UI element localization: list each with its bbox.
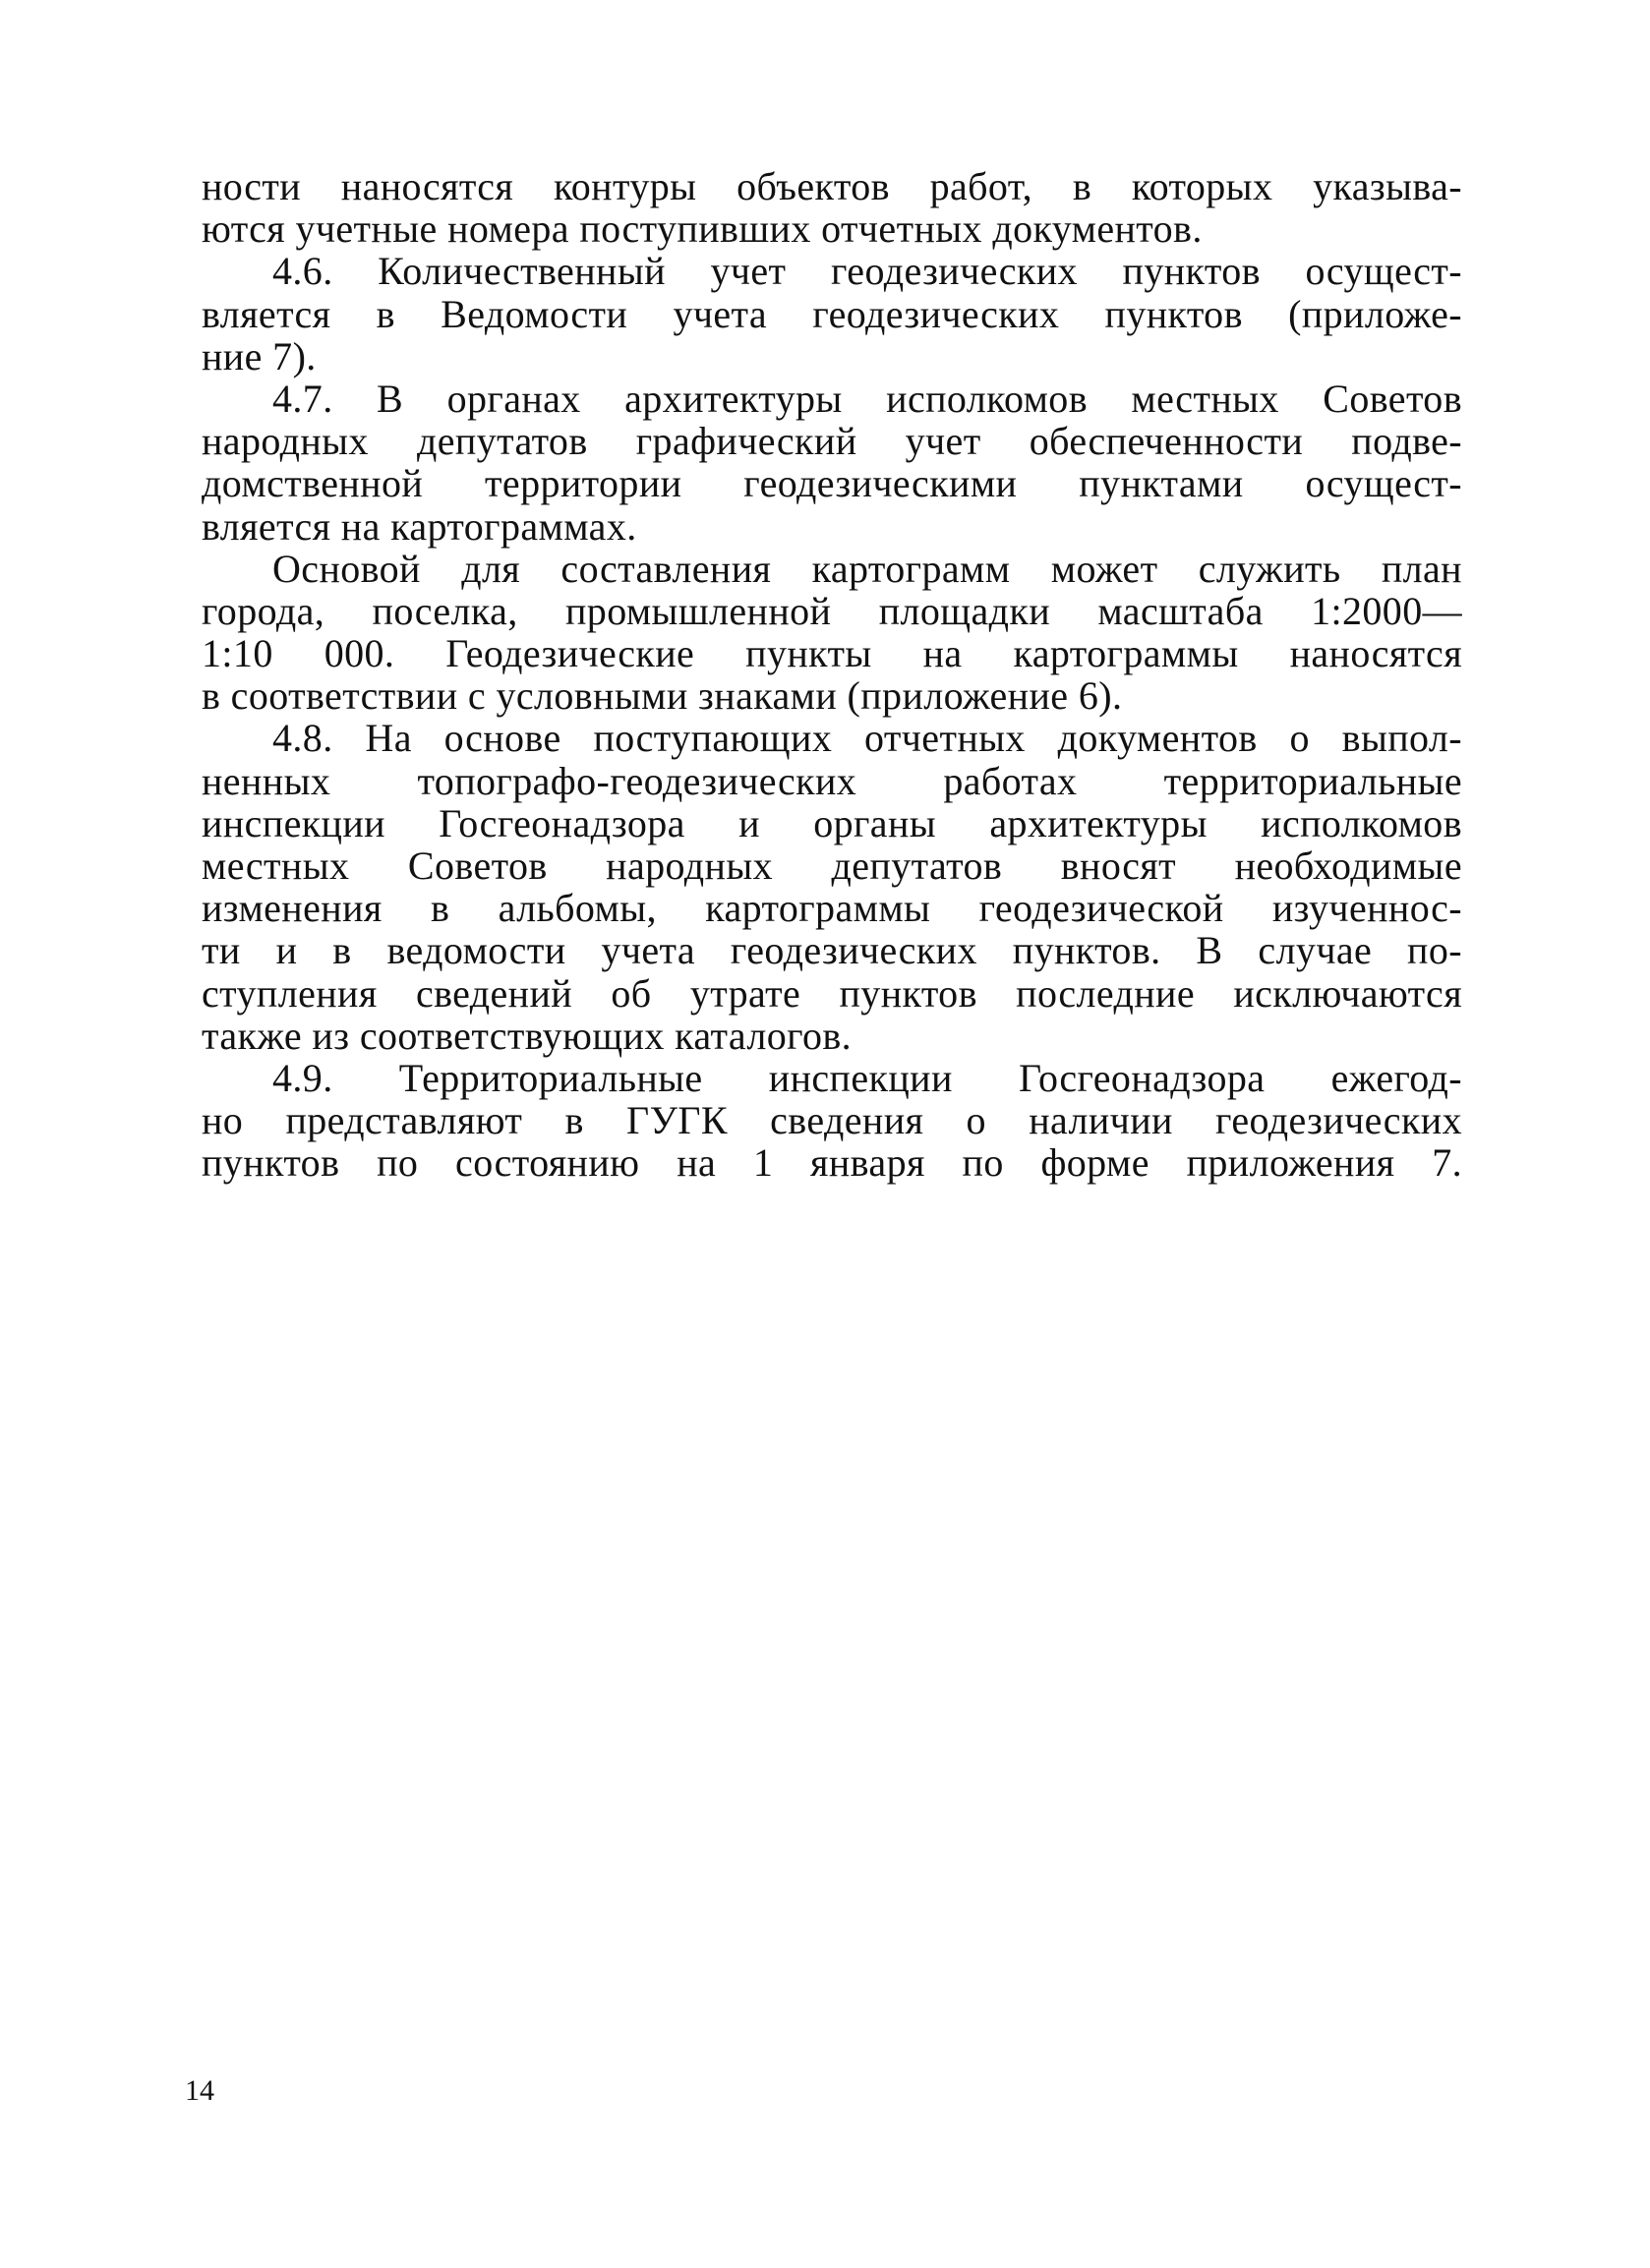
page-number: 14 bbox=[185, 2074, 214, 2107]
text-line: 1:10 000. Геодезические пункты на картограммы наносятся bbox=[202, 631, 1462, 676]
text-line: также из соответствующих каталогов. bbox=[202, 1013, 853, 1058]
text-line: ние 7). bbox=[202, 333, 317, 378]
text-line: ступления сведений об утрате пунктов последние исключаются bbox=[202, 970, 1462, 1016]
paragraph-4-8-start: 4.8. На основе поступающих отчетных документов о выпол- bbox=[272, 716, 1462, 761]
text-line: пунктов по состоянию на 1 января по форме приложения 7. bbox=[202, 1140, 1462, 1186]
text-line: в соответствии с условными знаками (приложение 6). bbox=[202, 673, 1123, 719]
text-line: инспекции Госгеонадзора и органы архитектуры исполкомов bbox=[202, 800, 1462, 845]
text-line: ненных топографо-геодезических работах территориальные bbox=[202, 758, 1462, 803]
text-line: изменения в альбомы, картограммы геодезической изученнос- bbox=[202, 886, 1462, 931]
text-line: вляется в Ведомости учета геодезических пунктов (приложе- bbox=[202, 291, 1462, 336]
text-line: местных Советов народных депутатов вносят необходимые bbox=[202, 843, 1462, 888]
text-line: ются учетные номера поступивших отчетных документов. bbox=[202, 206, 1203, 252]
text-line: ти и в ведомости учета геодезических пунктов. В случае по- bbox=[202, 928, 1462, 973]
paragraph-4-6-start: 4.6. Количественный учет геодезических пунктов осущест- bbox=[272, 249, 1462, 294]
text-line: домственной территории геодезическими пунктами осущест- bbox=[202, 461, 1462, 506]
text-body bbox=[202, 165, 1462, 1185]
text-line: города, поселка, промышленной площадки масштаба 1:2000— bbox=[202, 588, 1462, 633]
paragraph-4-9-start: 4.9. Территориальные инспекции Госгеонадзора ежегод- bbox=[272, 1055, 1462, 1100]
paragraph-4-7-start: 4.7. В органах архитектуры исполкомов местных Советов bbox=[272, 376, 1462, 421]
text-line: народных депутатов графический учет обеспеченности подве- bbox=[202, 419, 1462, 464]
text-line: но представляют в ГУГК сведения о наличии геодезических bbox=[202, 1098, 1462, 1143]
paragraph-start: Основой для составления картограмм может служить план bbox=[272, 546, 1462, 591]
text-line: ности наносятся контуры объектов работ, в которых указыва- bbox=[202, 164, 1462, 208]
text-line: вляется на картограммах. bbox=[202, 503, 637, 549]
